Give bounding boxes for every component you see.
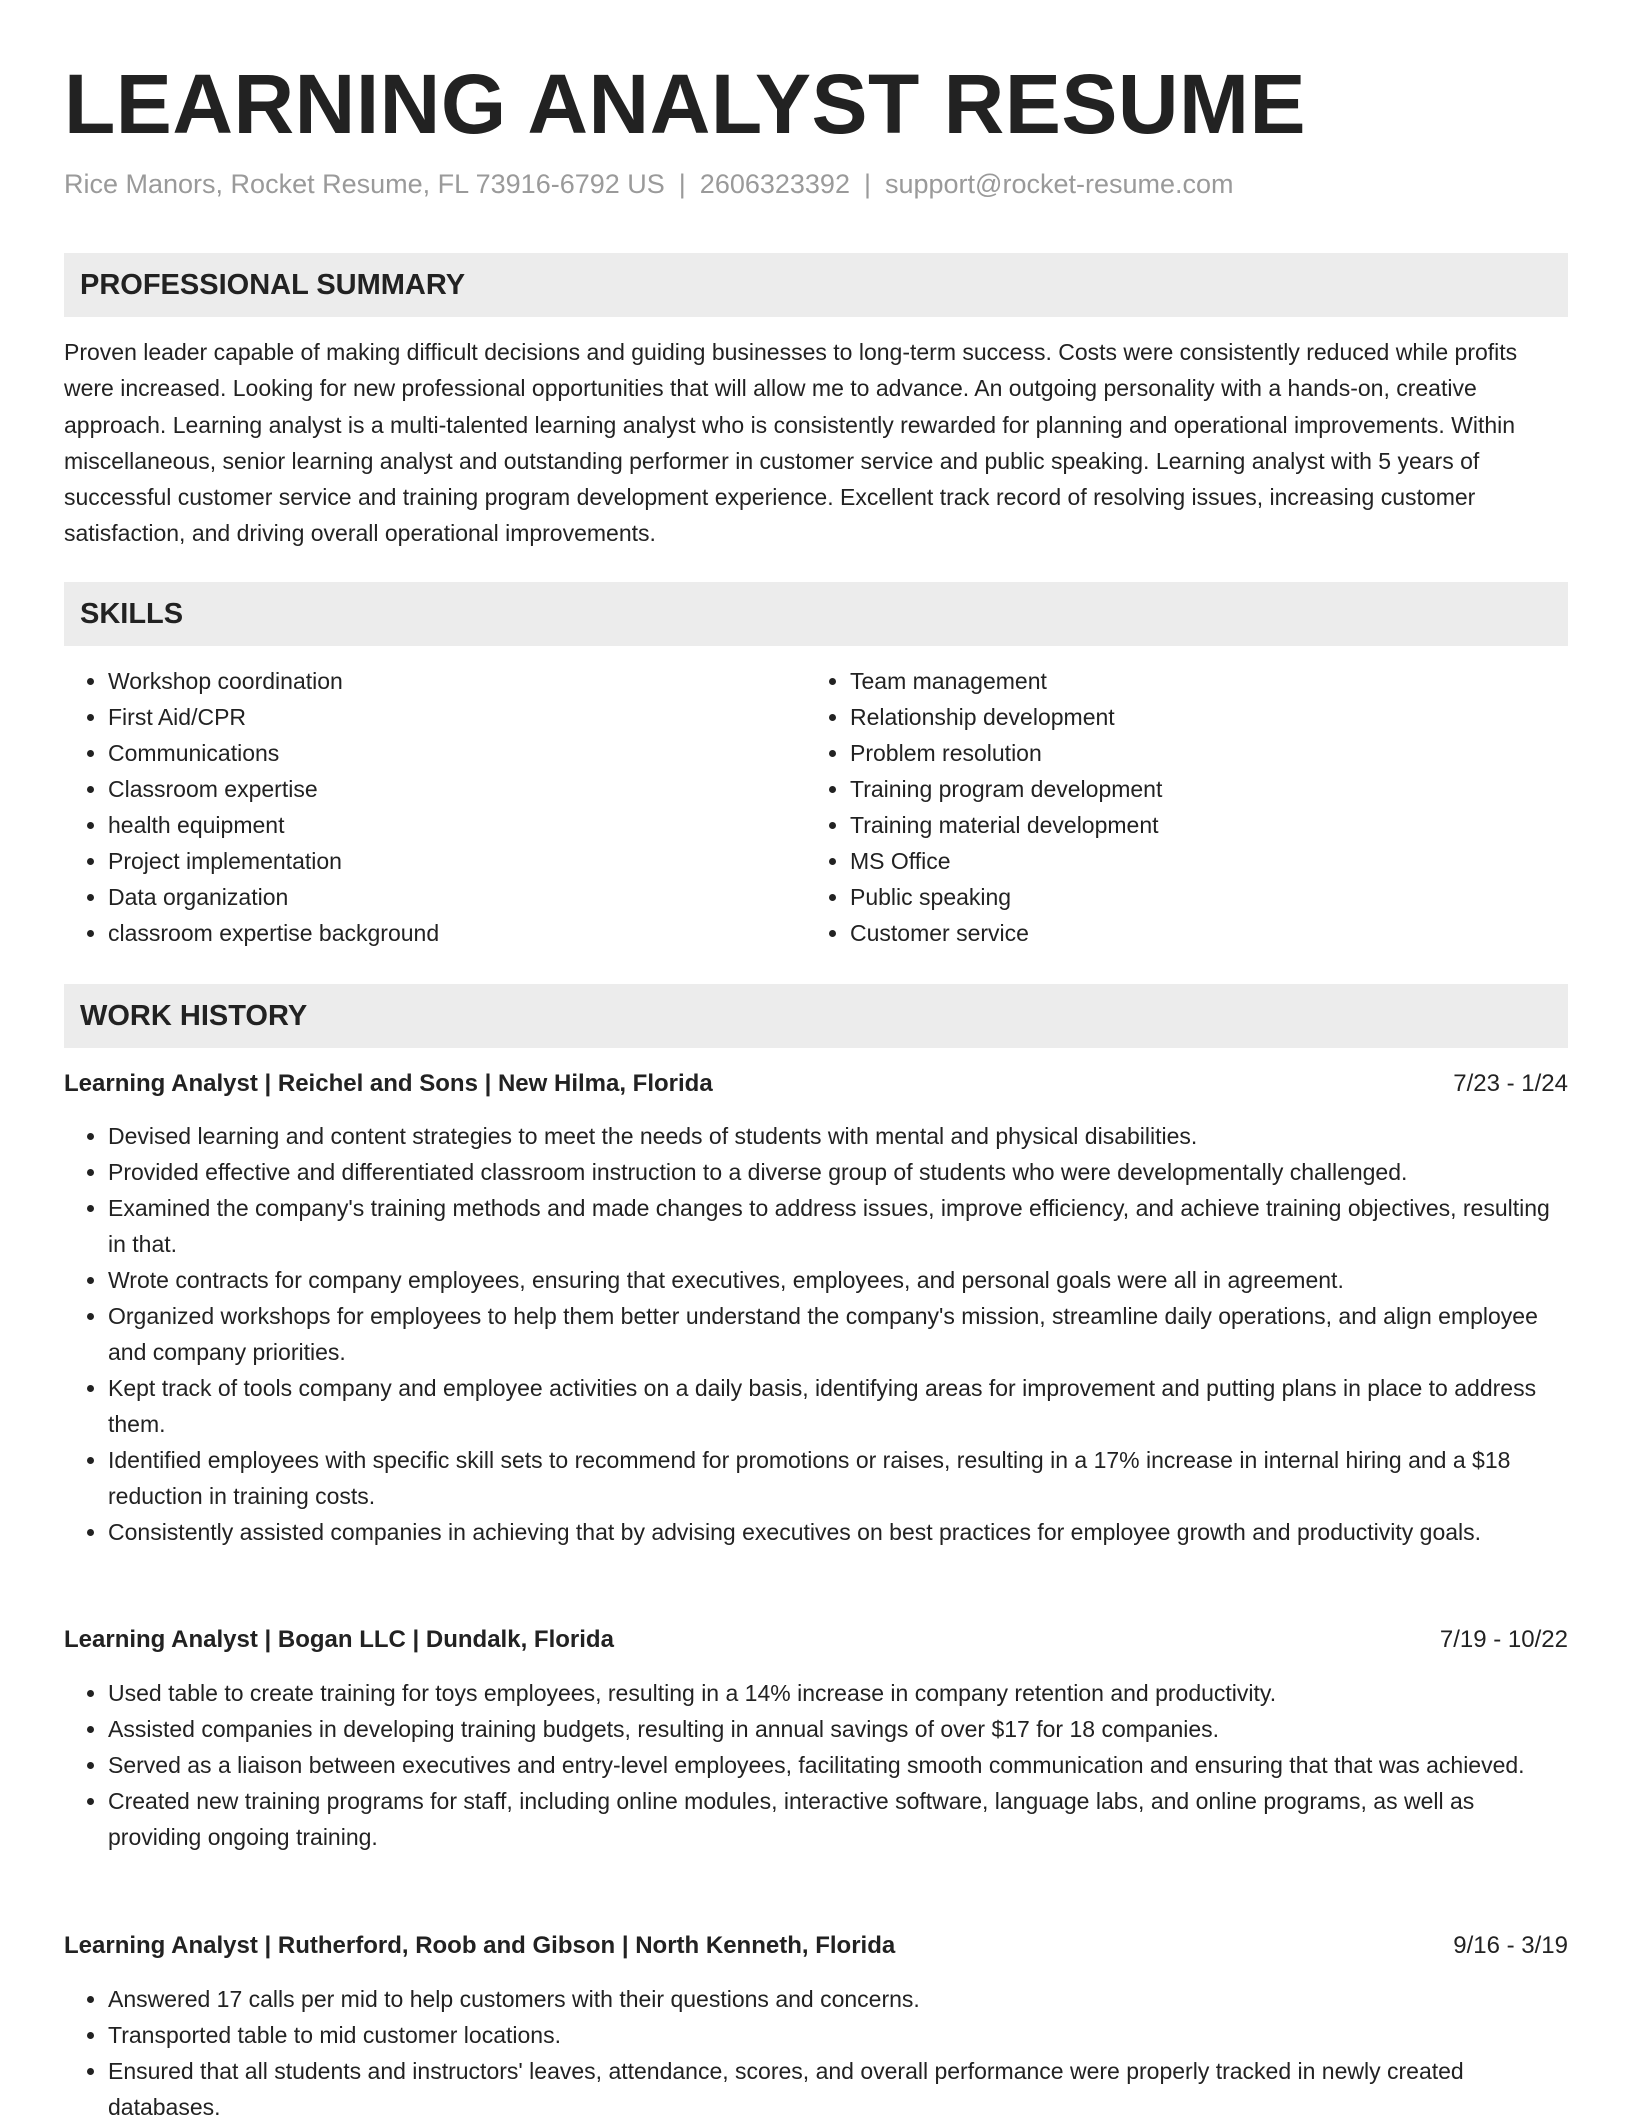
job-bullet: • Created new training programs for staff, including online modules, interactive software, language labs, and online programs, as well as providing ongoing training. [108, 1783, 1568, 1855]
skills-column-left [64, 663, 788, 951]
job-bullet: • Provided effective and differentiated classroom instruction to a diverse group of students who were developmentally challenged. [108, 1154, 1568, 1190]
skill-item: • Communications [108, 735, 788, 771]
job-title: Learning Analyst | Bogan LLC | Dundalk, Florida [64, 1626, 614, 1653]
skill-item: • Public speaking [850, 879, 1550, 915]
skill-item: • First Aid/CPR [108, 699, 788, 735]
job-bullet: • Kept track of tools company and employee activities on a daily basis, identifying areas for improvement and putting plans in place to address them. [108, 1370, 1568, 1442]
job-bullet: • Transported table to mid customer locations. [108, 2017, 1568, 2053]
contact-phone: 2606323392 [699, 169, 850, 199]
job-dates: 7/23 - 1/24 [1453, 1070, 1568, 1097]
job-dates: 9/16 - 3/19 [1453, 1932, 1568, 1959]
section-title-work-history: WORK HISTORY [80, 1000, 308, 1032]
job-bullet: • Used table to create training for toys employees, resulting in a 14% increase in company retention and productivity. [108, 1675, 1568, 1711]
section-title-skills: SKILLS [80, 598, 184, 630]
job-header [64, 1928, 1568, 1964]
skill-item: • Relationship development [850, 699, 1550, 735]
section-header-summary [64, 253, 1568, 317]
job-bullet: • Organized workshops for employees to help them better understand the company's mission, streamline daily operations, and align employee and company priorities. [108, 1298, 1568, 1370]
job-bullet: • Wrote contracts for company employees, ensuring that executives, employees, and personal goals were all in agreement. [108, 1262, 1568, 1298]
job-bullet: • Devised learning and content strategies to meet the needs of students with mental and physical disabilities. [108, 1118, 1568, 1154]
job-bullet: • Answered 17 calls per mid to help customers with their questions and concerns. [108, 1981, 1568, 2017]
job-header [64, 1066, 1568, 1102]
skill-item: • Data organization [108, 879, 788, 915]
job-bullet: • Identified employees with specific skill sets to recommend for promotions or raises, resulting in a 17% increase in internal hiring and a $18 reduction in training costs. [108, 1442, 1568, 1514]
job-header [64, 1622, 1568, 1658]
job-bullet-list [64, 1675, 1568, 1855]
skill-item: • Team management [850, 663, 1550, 699]
skill-item: • MS Office [850, 843, 1550, 879]
job-bullet: • Ensured that all students and instructors' leaves, attendance, scores, and overall performance were properly tracked in newly created databases. [108, 2053, 1568, 2125]
contact-address: Rice Manors, Rocket Resume, FL 73916-6792 US [64, 169, 665, 199]
contact-email: support@rocket-resume.com [884, 169, 1234, 199]
skill-item: • Project implementation [108, 843, 788, 879]
section-title-summary: PROFESSIONAL SUMMARY [80, 269, 466, 301]
job-title: Learning Analyst | Reichel and Sons | New Hilma, Florida [64, 1070, 713, 1097]
contact-separator: | [678, 169, 686, 199]
job-bullet: • Assisted companies in developing training budgets, resulting in annual savings of over $17 for 18 companies. [108, 1711, 1568, 1747]
job-bullet: • Examined the company's training methods and made changes to address issues, improve efficiency, and achieve training objectives, resulting in that. [108, 1190, 1568, 1262]
job-bullet-list [64, 1981, 1568, 2125]
skill-item: • Classroom expertise [108, 771, 788, 807]
skills-column-right [806, 663, 1550, 951]
job-bullet: • Consistently assisted companies in achieving that by advising executives on best practices for employee growth and productivity goals. [108, 1514, 1568, 1550]
skill-item: • Training program development [850, 771, 1550, 807]
job-title: Learning Analyst | Rutherford, Roob and Gibson | North Kenneth, Florida [64, 1932, 896, 1959]
summary-text: Proven leader capable of making difficult decisions and guiding businesses to long-term success. Costs were consistently reduced while profits were increased. Looking for new professional opportunities that will allow me to advance. An outgoing personality with a hands-on, creative approach. Learning analyst is a multi-talented learning analyst who is consistently rewarded for planning and operational improvements. Within miscellaneous, senior learning analyst and outstanding performer in customer service and public speaking. Learning analyst with 5 years of successful customer service and training program development experience. Excellent track record of resolving issues, increasing customer satisfaction, and driving overall operational improvements. [64, 339, 1518, 547]
job-bullet-list [64, 1118, 1568, 1550]
job-bullet: • Served as a liaison between executives and entry-level employees, facilitating smooth communication and ensuring that that was achieved. [108, 1747, 1568, 1783]
skill-item: • health equipment [108, 807, 788, 843]
resume-title: LEARNING ANALYST RESUME [64, 57, 1307, 151]
skill-item: • Problem resolution [850, 735, 1550, 771]
job-dates: 7/19 - 10/22 [1439, 1626, 1568, 1653]
skill-item: • Workshop coordination [108, 663, 788, 699]
contact-line [64, 166, 1234, 202]
section-header-skills [64, 582, 1568, 646]
skill-item: • classroom expertise background [108, 915, 788, 951]
section-header-work-history [64, 984, 1568, 1048]
skill-item: • Training material development [850, 807, 1550, 843]
skill-item: • Customer service [850, 915, 1550, 951]
contact-separator: | [863, 169, 871, 199]
